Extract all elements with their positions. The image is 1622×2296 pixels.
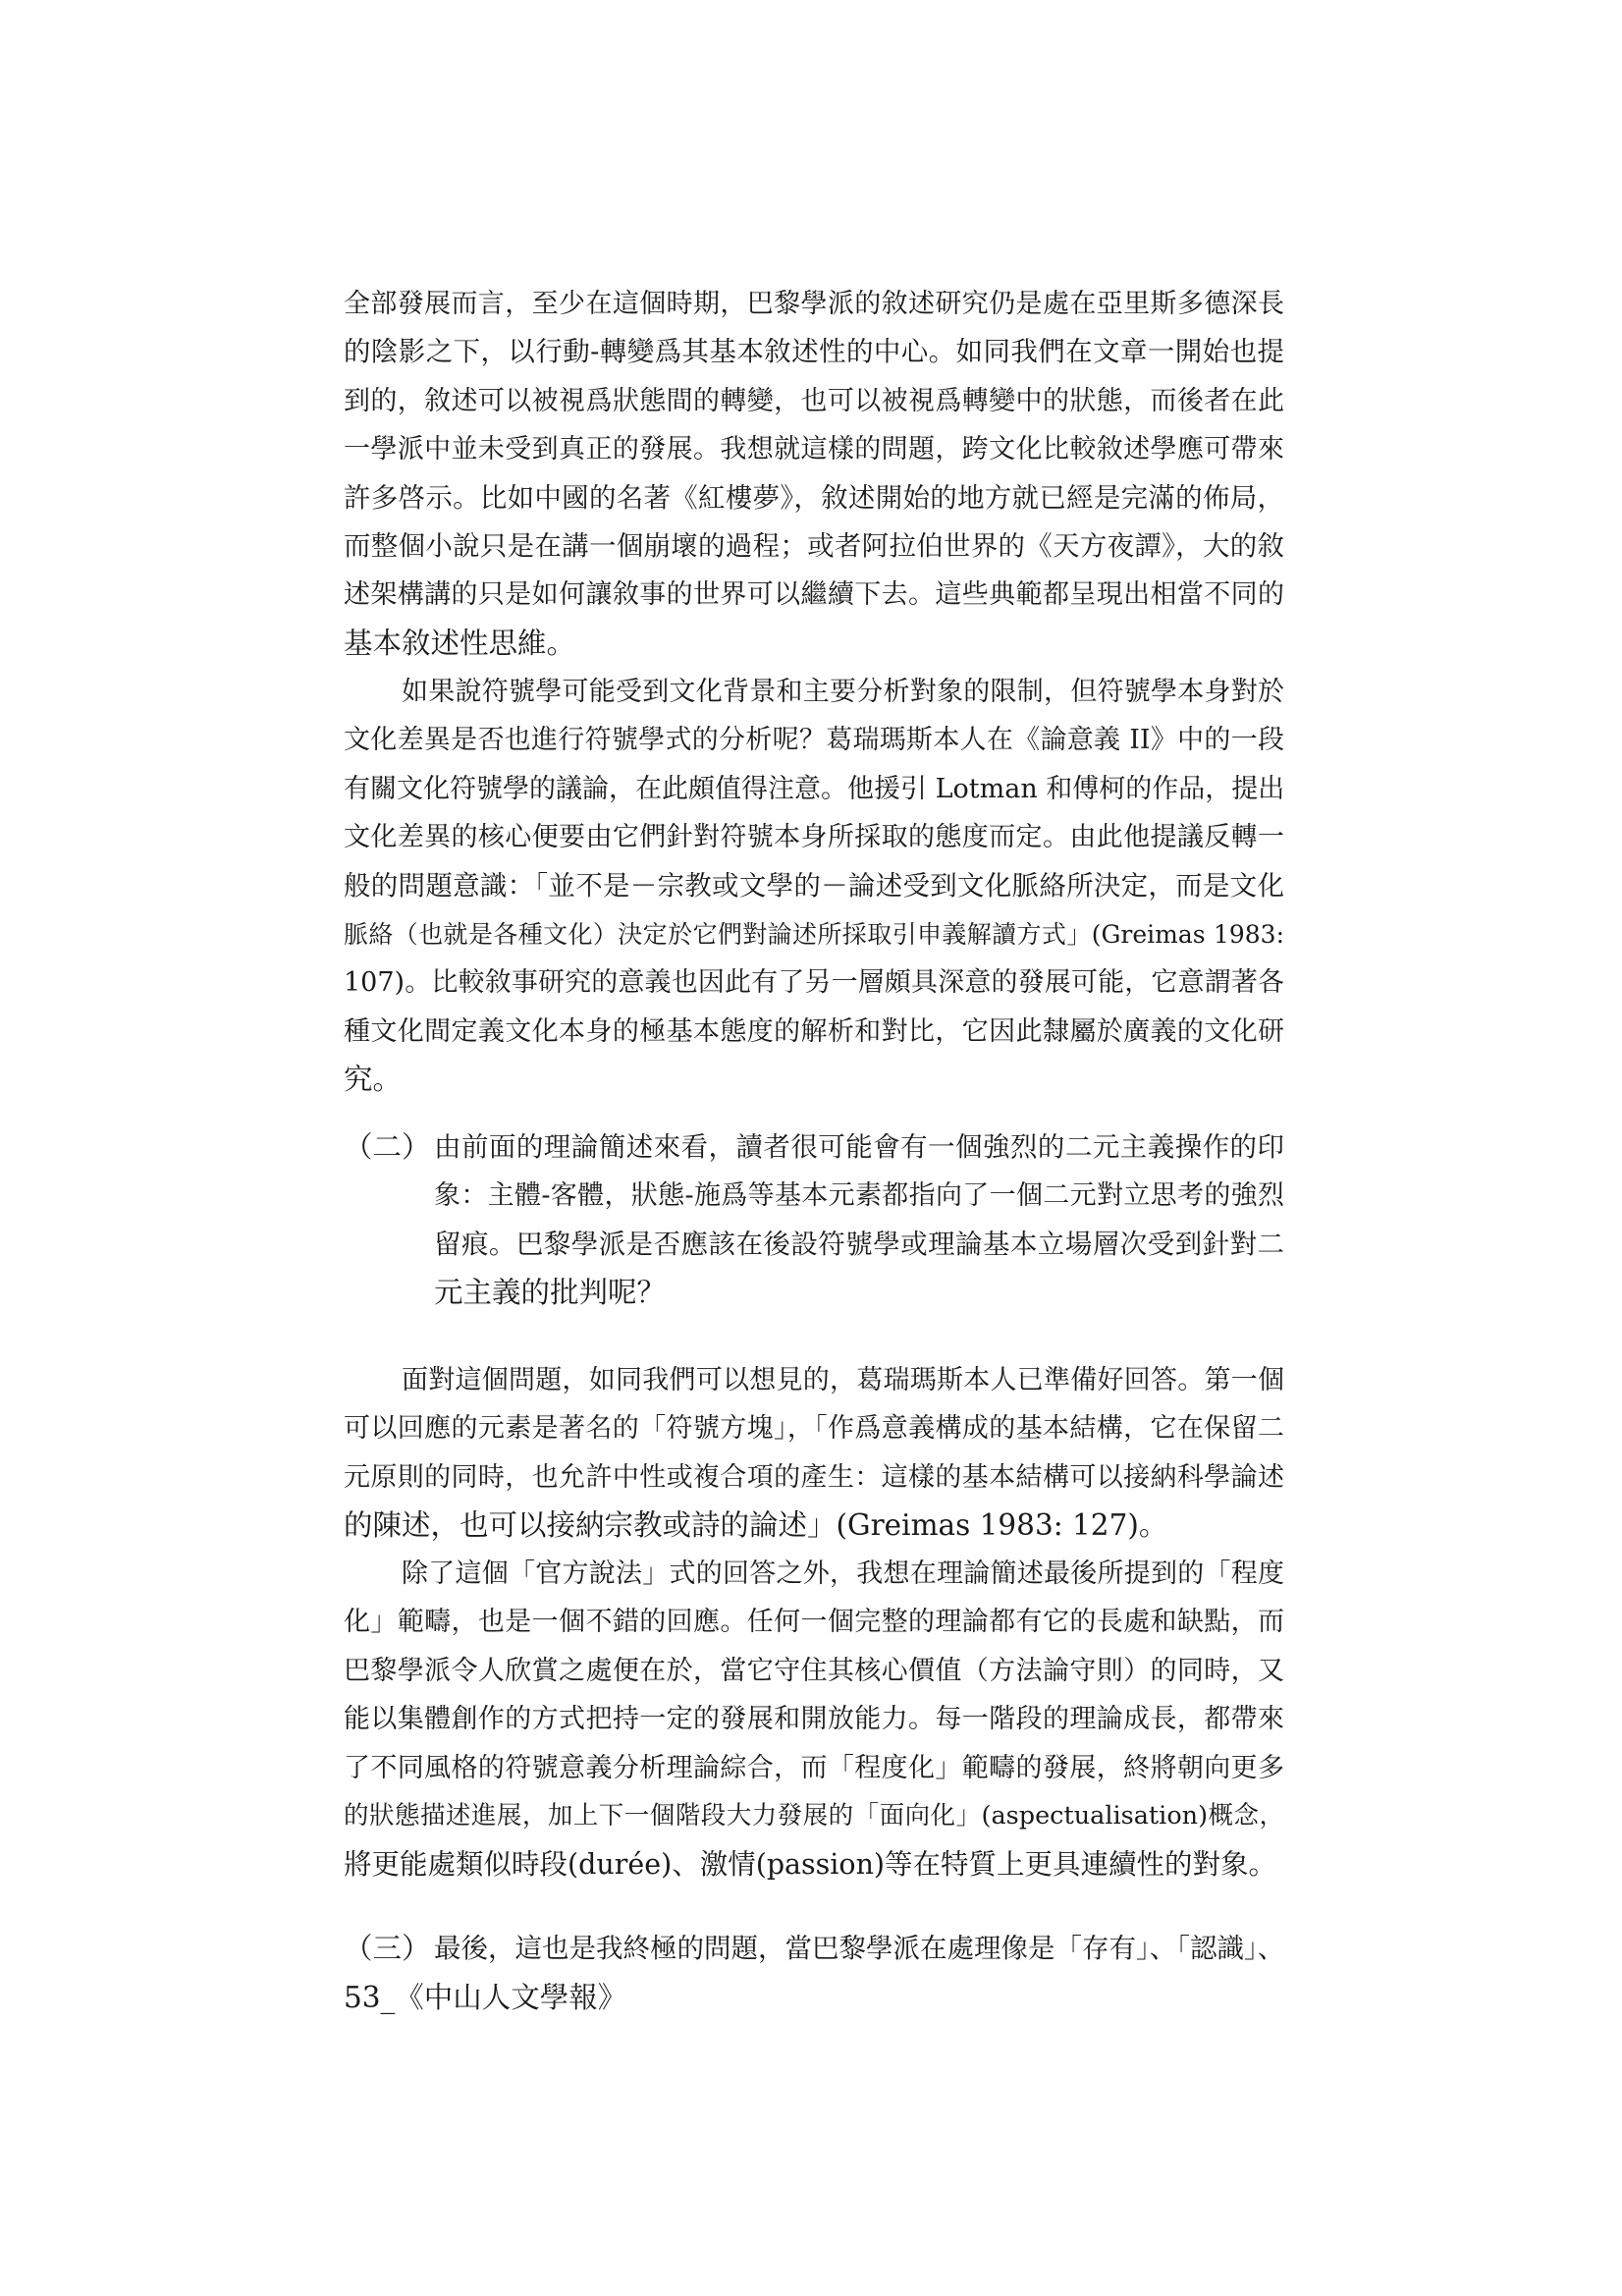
text-line: 107)。比較敘事研究的意義也因此有了另一層頗具深意的發展可能，它意謂著各 <box>344 967 1284 999</box>
question-3 <box>344 1925 1284 1974</box>
text-line: 的狀態描述進展，加上下一個階段大力發展的「面向化」(aspectualisation)概念， <box>344 1801 1284 1831</box>
text-line: 了不同風格的符號意義分析理論綜合，而「程度化」範疇的發展，終將朝向更多 <box>344 1752 1284 1783</box>
text-line: 全部發展而言，至少在這個時期，巴黎學派的敘述研究仍是處在亞里斯多德深長 <box>344 289 1284 319</box>
text-line: 元原則的同時，也允許中性或複合項的產生：這樣的基本結構可以接納科學論述 <box>344 1461 1284 1493</box>
question-3-marker: （三） <box>344 1932 431 1965</box>
paragraph-4 <box>344 1550 1284 1889</box>
question-3-body <box>434 1925 1284 1973</box>
text-line: 究。 <box>344 1063 403 1097</box>
question-2-body <box>434 1123 1284 1318</box>
text-line: 般的問題意識：「並不是－宗教或文學的－論述受到文化脈絡所決定，而是文化 <box>344 869 1284 902</box>
text-line: 如果說符號學可能受到文化背景和主要分析對象的限制，但符號學本身對於 <box>402 677 1284 707</box>
text-line: 脈絡（也就是各種文化）決定於它們對論述所採取引申義解讀方式」(Greimas 1983: <box>344 920 1284 950</box>
text-line: 種文化間定義文化本身的極基本態度的解析和對比，它因此隸屬於廣義的文化研 <box>344 1015 1284 1047</box>
text-line: 的陳述，也可以接納宗教或詩的論述」(Greimas 1983: 127)。 <box>344 1508 1168 1543</box>
paragraph-1 <box>344 280 1284 668</box>
text-line: 留痕。巴黎學派是否應該在後設符號學或理論基本立場層次受到針對二 <box>434 1228 1284 1260</box>
text-line: 能以集體創作的方式把持一定的發展和開放能力。每一階段的理論成長，都帶來 <box>344 1704 1284 1735</box>
text-line: 的陰影之下，以行動-轉變爲其基本敘述性的中心。如同我們在文章一開始也提 <box>344 336 1284 368</box>
paragraph-3 <box>344 1356 1284 1551</box>
question-2 <box>344 1123 1284 1320</box>
text-line: 文化差異的核心便要由它們針對符號本身所採取的態度而定。由此他提議反轉一 <box>344 822 1284 853</box>
text-line: 最後，這也是我終極的問題，當巴黎學派在處理像是「存有」、「認識」、 <box>434 1933 1284 1964</box>
text-line: 化」範疇，也是一個不錯的回應。任何一個完整的理論都有它的長處和缺點，而 <box>344 1607 1284 1638</box>
paragraph-2 <box>344 668 1284 1105</box>
text-line: 巴黎學派令人欣賞之處便在於，當它守住其核心價值（方法論守則）的同時，又 <box>344 1655 1284 1686</box>
text-line: 可以回應的元素是著名的「符號方塊」，「作爲意義構成的基本結構，它在保留二 <box>344 1413 1284 1445</box>
text-line: 由前面的理論簡述來看，讀者很可能會有一個強烈的二元主義操作的印 <box>434 1131 1284 1163</box>
text-line: 有關文化符號學的議論，在此頗值得注意。他援引 Lotman 和傅柯的作品，提出 <box>344 773 1284 804</box>
text-line: 除了這個「官方說法」式的回答之外，我想在理論簡述最後所提到的「程度 <box>402 1558 1284 1589</box>
page-footer <box>344 1978 626 2017</box>
text-line: 面對這個問題，如同我們可以想見的，葛瑞瑪斯本人已準備好回答。第一個 <box>402 1365 1284 1395</box>
text-line: 述架構講的只是如何讓敘事的世界可以繼續下去。這些典範都呈現出相當不同的 <box>344 579 1284 611</box>
text-line: 到的，敘述可以被視爲狀態間的轉變，也可以被視爲轉變中的狀態，而後者在此 <box>344 385 1284 416</box>
page-number: 53 <box>344 1981 381 2014</box>
journal-title: _《中山人文學報》 <box>380 1981 627 2014</box>
text-line: 基本敘述性思維。 <box>344 626 576 660</box>
text-line: 一學派中並未受到真正的發展。我想就這樣的問題，跨文化比較敘述學應可帶來 <box>344 434 1284 465</box>
text-line: 而整個小說只是在講一個崩壞的過程；或者阿拉伯世界的《天方夜譚》，大的敘 <box>344 530 1284 563</box>
text-line: 象：主體-客體，狀態-施爲等基本元素都指向了一個二元對立思考的強烈 <box>434 1180 1284 1212</box>
text-line: 元主義的批判呢？ <box>434 1276 667 1310</box>
text-line: 文化差異是否也進行符號學式的分析呢？葛瑞瑪斯本人在《論意義 II》中的一段 <box>344 725 1284 756</box>
text-line: 許多啓示。比如中國的名著《紅樓夢》，敘述開始的地方就已經是完滿的佈局， <box>344 481 1284 514</box>
question-2-marker: （二） <box>344 1130 431 1164</box>
text-line: 將更能處類似時段(durée)、激情(passion)等在特質上更具連續性的對象。 <box>344 1848 1277 1882</box>
